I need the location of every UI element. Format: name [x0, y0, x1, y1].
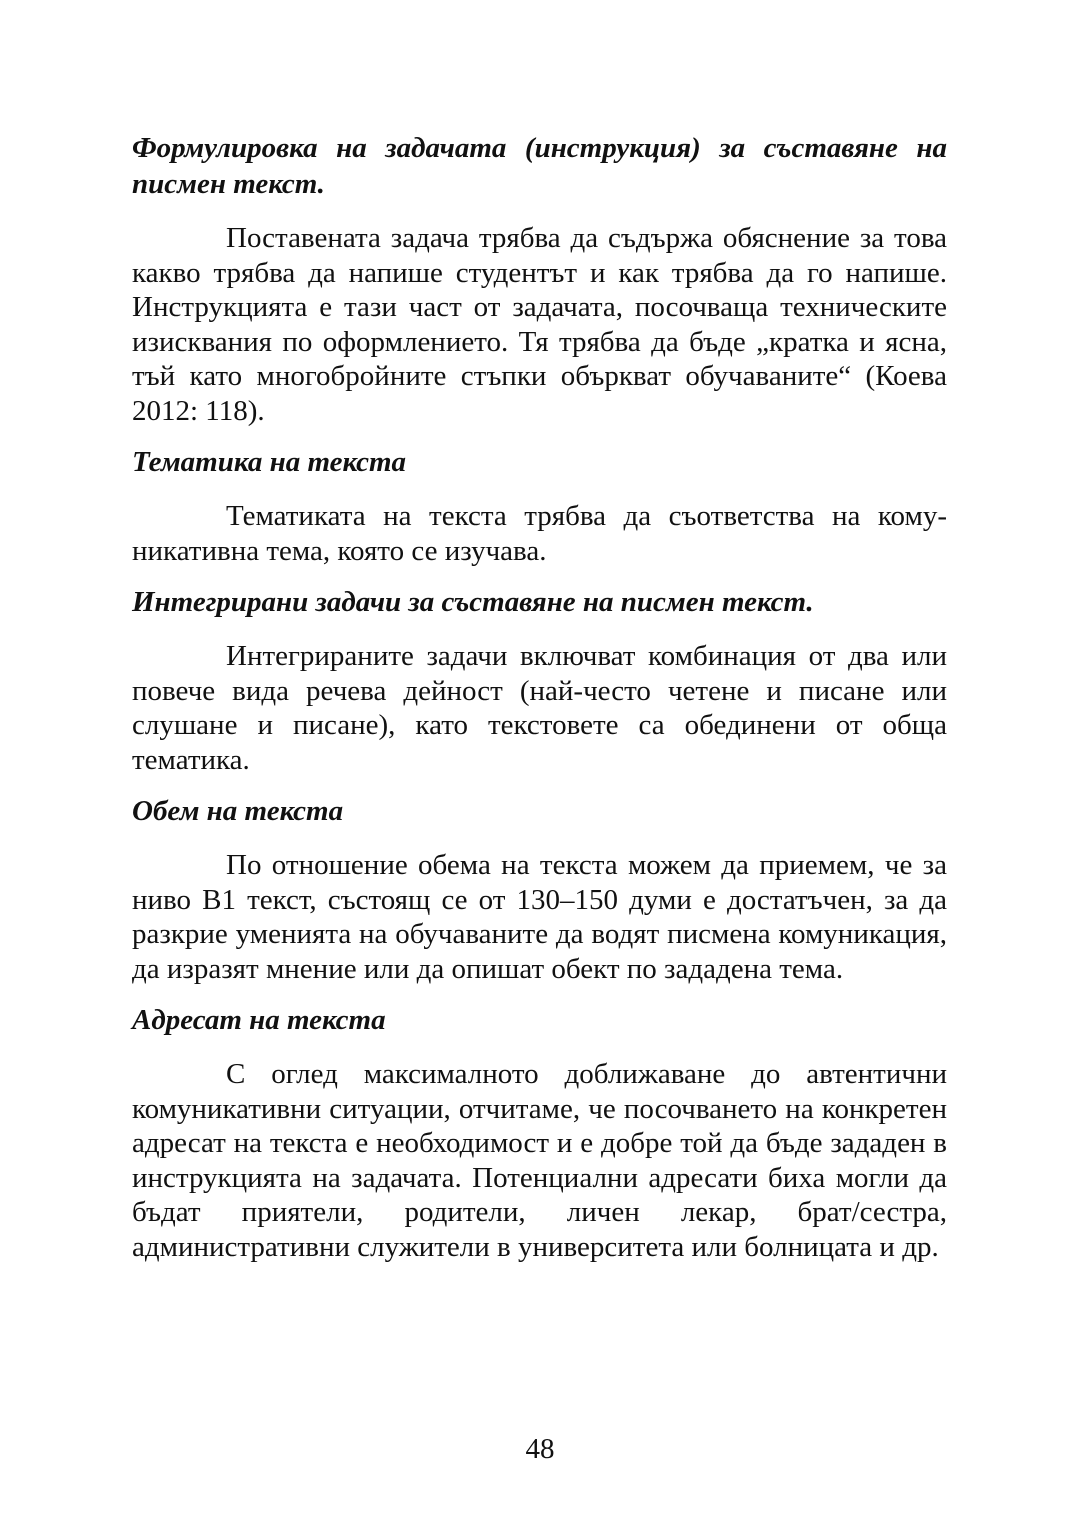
- section-paragraph-text-volume: По отношение обема на текста можем да приемем, че за ниво B1 текст, състоящ се от 130–150 думи е достатъчен, за да разкрие уменията на обучаваните да водят писмена комуникация, да изразят мнение или да опишат обект по зададена тема.: [132, 849, 947, 985]
- section-paragraph-topic: Тематиката на текста трябва да съответства на комуникативна тема, която се изучава.: [132, 500, 947, 567]
- section-heading-integrated-tasks: Интегрирани задачи за съставяне на писмен текст.: [132, 586, 814, 618]
- section-heading-text-volume: Обем на текста: [132, 795, 344, 827]
- section-paragraph-instruction: Поставената задача трябва да съдържа обяснение за това какво трябва да напише студентът и как трябва да го напише. Инструкцията е тази част от задачата, посочваща техническите изисквания по оформлението. Тя трябва да бъде „кратка и ясна, тъй като многобройните стъпки объркват обучаваните“ (Коева 2012: 118).: [132, 222, 947, 427]
- page-body: [132, 130, 947, 1280]
- section-paragraph-integrated-tasks: Интегрираните задачи включват комбинация от два или повече вида речева дейност (най-често четене и писане или слушане и писане), като текстовете са обединени от обща тематика.: [132, 640, 947, 776]
- section-heading-instruction: Формулировка на задачата (инструкция) за съставяне на писмен текст.: [132, 132, 947, 200]
- section-paragraph-addressee: С оглед максималното доближаване до автентични комуникативни ситуации, отчитаме, че посочването на конкретен адресат на текста е необходимост и е добре той да бъде зададен в инструкцията на задачата. Потенциални адресати биха могли да бъдат приятели, родители, личен лекар, брат/сестра, административни служители в университета или болницата и др.: [132, 1058, 947, 1263]
- section-heading-topic: Тематика на текста: [132, 446, 407, 478]
- section-heading-addressee: Адресат на текста: [132, 1004, 386, 1036]
- page-number: 48: [525, 1433, 555, 1465]
